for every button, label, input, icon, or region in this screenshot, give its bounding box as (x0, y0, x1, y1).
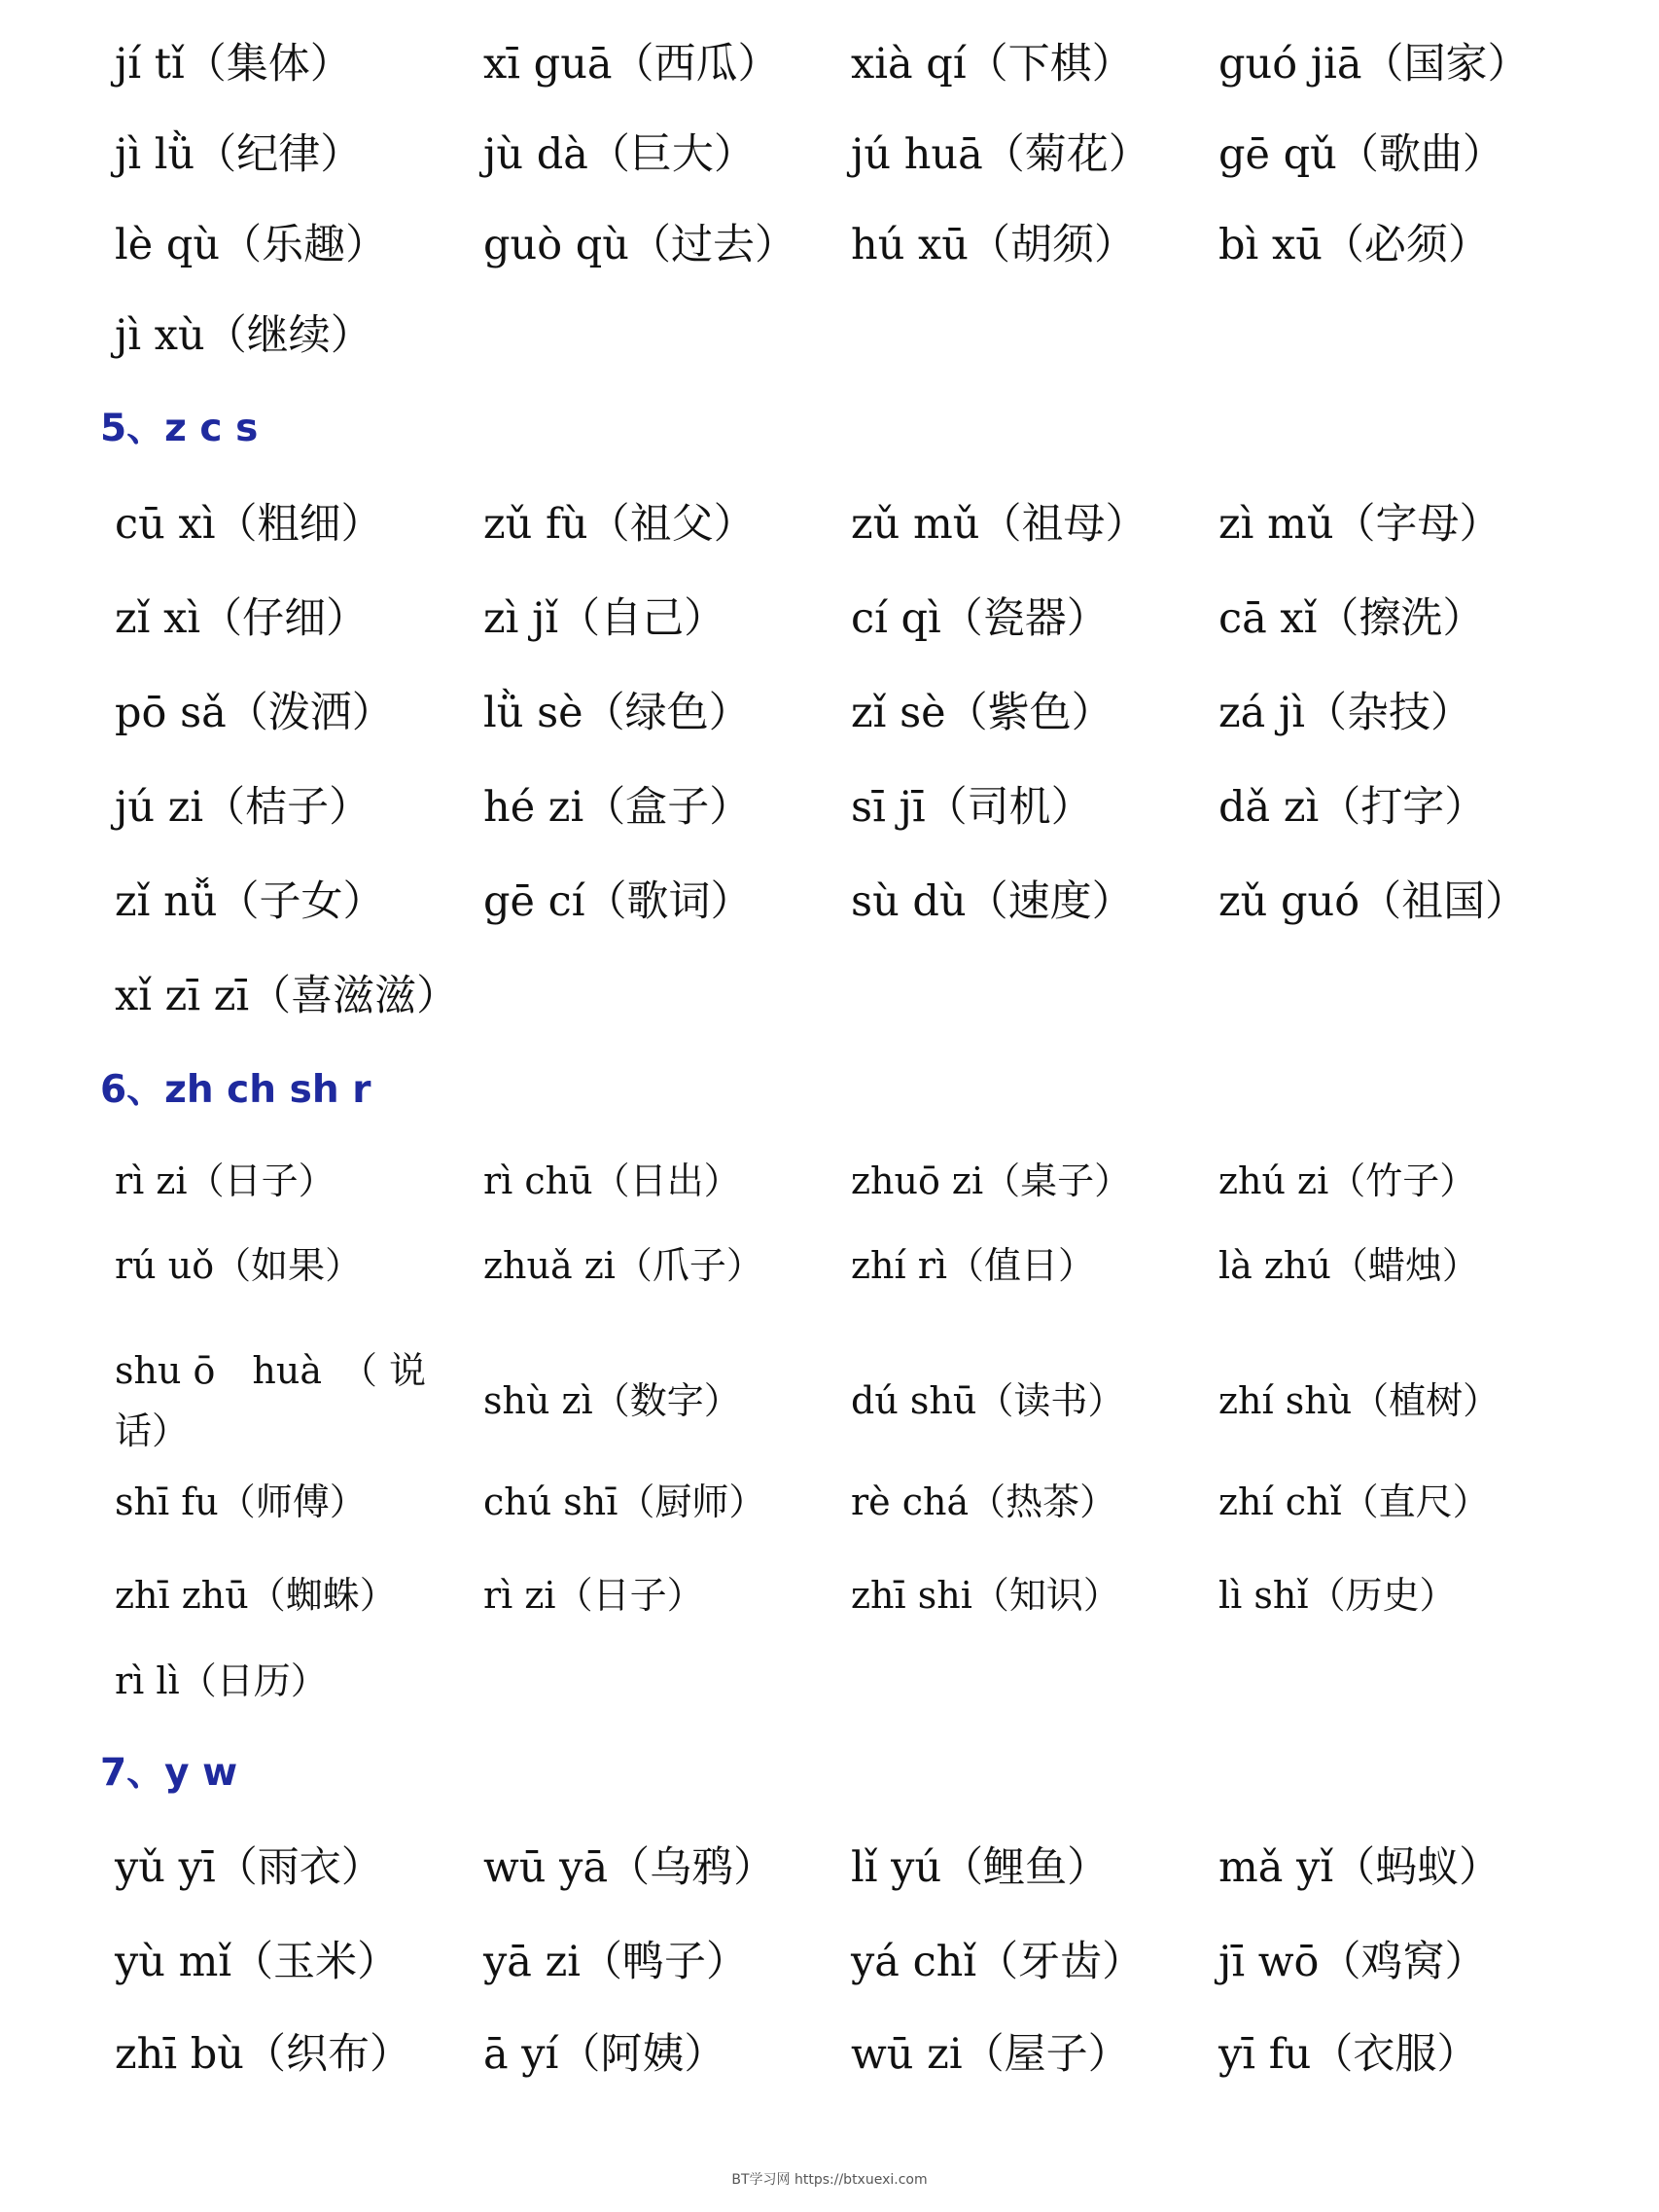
vocab-item: rì lì（日历） (115, 1659, 328, 1702)
vocab-row (0, 485, 1659, 563)
vocab-item: wū yā（乌鸦） (483, 1843, 776, 1892)
vocab-item: mǎ yǐ（蚂蚁） (1218, 1843, 1501, 1892)
vocab-item: dǎ zì（打字） (1218, 783, 1487, 832)
vocab-item: zá jì（杂技） (1218, 689, 1473, 737)
vocab-row (0, 768, 1659, 846)
vocab-row (0, 116, 1659, 194)
vocab-item: zhuǎ zi（爪子） (483, 1244, 763, 1287)
vocab-item: hú xū（胡须） (851, 221, 1137, 269)
vocab-item: là zhú（蜡烛） (1218, 1244, 1479, 1287)
vocab-item: jú zi（桔子） (115, 783, 371, 832)
vocab-item: jú huā（菊花） (851, 130, 1150, 179)
vocab-row (0, 957, 1659, 1035)
vocab-item: rì zi（日子） (115, 1160, 335, 1202)
vocab-item: gē qǔ（歌曲） (1218, 130, 1504, 179)
vocab-row (0, 297, 1659, 375)
vocab-row (0, 1463, 1659, 1541)
vocab-item: wū zi（屋子） (851, 2030, 1130, 2079)
vocab-item: cū xì（粗细） (115, 500, 383, 549)
vocab-item: zhí chǐ（直尺） (1218, 1481, 1490, 1523)
footer-watermark: BT学习网 https://btxuexi.com (731, 2172, 928, 2188)
vocab-item: yī fu（衣服） (1218, 2030, 1479, 2079)
vocab-item: zǔ fù（祖父） (483, 500, 756, 549)
vocab-item: shù zì（数字） (483, 1379, 741, 1422)
vocab-item: ā yí（阿姨） (483, 2030, 726, 2079)
vocab-row (0, 1142, 1659, 1220)
vocab-row (0, 2016, 1659, 2093)
vocab-item: xià qí（下棋） (851, 40, 1134, 89)
vocab-item: yǔ yī（雨衣） (115, 1843, 383, 1892)
vocab-item: sī jī（司机） (851, 783, 1093, 832)
vocab-item: zǔ mǔ（祖母） (851, 500, 1147, 549)
vocab-item: zhī bù（织布） (115, 2030, 411, 2079)
vocab-item: lǜ sè（绿色） (483, 689, 751, 737)
vocab-row (0, 1556, 1659, 1634)
vocab-row (0, 1923, 1659, 2001)
vocab-item: rè chá（热茶） (851, 1481, 1117, 1523)
vocab-item: zì jǐ（自己） (483, 594, 726, 643)
vocab-row (0, 1227, 1659, 1304)
section-heading: 7、y w (100, 1751, 238, 1795)
section-heading: 6、zh ch sh r (100, 1068, 371, 1112)
vocab-item: lǐ yú（鲤鱼） (851, 1843, 1110, 1892)
vocab-item: gē cí（歌词） (483, 877, 753, 926)
vocab-item: jī wō（鸡窝） (1218, 1938, 1487, 1986)
vocab-row (0, 206, 1659, 284)
vocab-item: lè qù（乐趣） (115, 221, 388, 269)
vocab-item: xǐ zī zī（喜滋滋） (115, 972, 459, 1020)
vocab-row (0, 674, 1659, 752)
vocab-row (0, 25, 1659, 103)
vocab-item: guó jiā（国家） (1218, 40, 1530, 89)
section-heading: 5、z c s (100, 407, 259, 450)
vocab-item: bì xū（必须） (1218, 221, 1490, 269)
vocab-item: dú shū（读书） (851, 1379, 1125, 1422)
vocab-item: zhī zhū（蜘蛛） (115, 1574, 397, 1617)
vocab-item: zhí rì（值日） (851, 1244, 1096, 1287)
vocab-item: hé zi（盒子） (483, 783, 752, 832)
vocab-item: zǐ xì（仔细） (115, 594, 369, 643)
vocab-item: zǐ sè（紫色） (851, 689, 1113, 737)
vocab-item: zhuō zi（桌子） (851, 1160, 1132, 1202)
vocab-item: zhú zi（竹子） (1218, 1160, 1477, 1202)
vocab-item: zhī shi（知识） (851, 1574, 1120, 1617)
vocab-item: sù dù（速度） (851, 877, 1134, 926)
vocab-item: yù mǐ（玉米） (115, 1938, 400, 1986)
vocab-row (0, 1642, 1659, 1720)
vocab-item: jí tǐ（集体） (115, 40, 352, 89)
vocab-item: zhí shù（植树） (1218, 1379, 1500, 1422)
vocab-row (0, 580, 1659, 658)
vocab-item: jù dà（巨大） (483, 130, 756, 179)
vocab-item: lì shǐ（历史） (1218, 1574, 1457, 1617)
vocab-item: rì chū（日出） (483, 1160, 741, 1202)
vocab-item: xī guā（西瓜） (483, 40, 780, 89)
vocab-item: shu ō huà （ 说话） (115, 1349, 427, 1452)
vocab-item: zǔ guó（祖国） (1218, 877, 1528, 926)
vocab-item: yá chǐ（牙齿） (851, 1938, 1145, 1986)
vocab-item: cí qì（瓷器） (851, 594, 1109, 643)
vocab-item: shī fu（师傅） (115, 1481, 367, 1523)
vocab-row (0, 1340, 1659, 1461)
vocab-item: rú uǒ（如果） (115, 1244, 363, 1287)
vocab-item: pō sǎ（泼洒） (115, 689, 394, 737)
vocab-item: jì xù（继续） (115, 311, 372, 360)
vocab-item: guò qù（过去） (483, 221, 796, 269)
vocab-item: chú shī（厨师） (483, 1481, 766, 1523)
vocab-row (0, 1829, 1659, 1907)
vocab-item: jì lǜ（纪律） (115, 130, 363, 179)
vocab-item: cā xǐ（擦洗） (1218, 594, 1485, 643)
vocab-item: rì zi（日子） (483, 1574, 704, 1617)
vocab-item: zǐ nǚ（子女） (115, 877, 385, 926)
vocab-item: yā zi（鸭子） (483, 1938, 749, 1986)
vocab-row (0, 863, 1659, 941)
vocab-item: zì mǔ（字母） (1218, 500, 1501, 549)
